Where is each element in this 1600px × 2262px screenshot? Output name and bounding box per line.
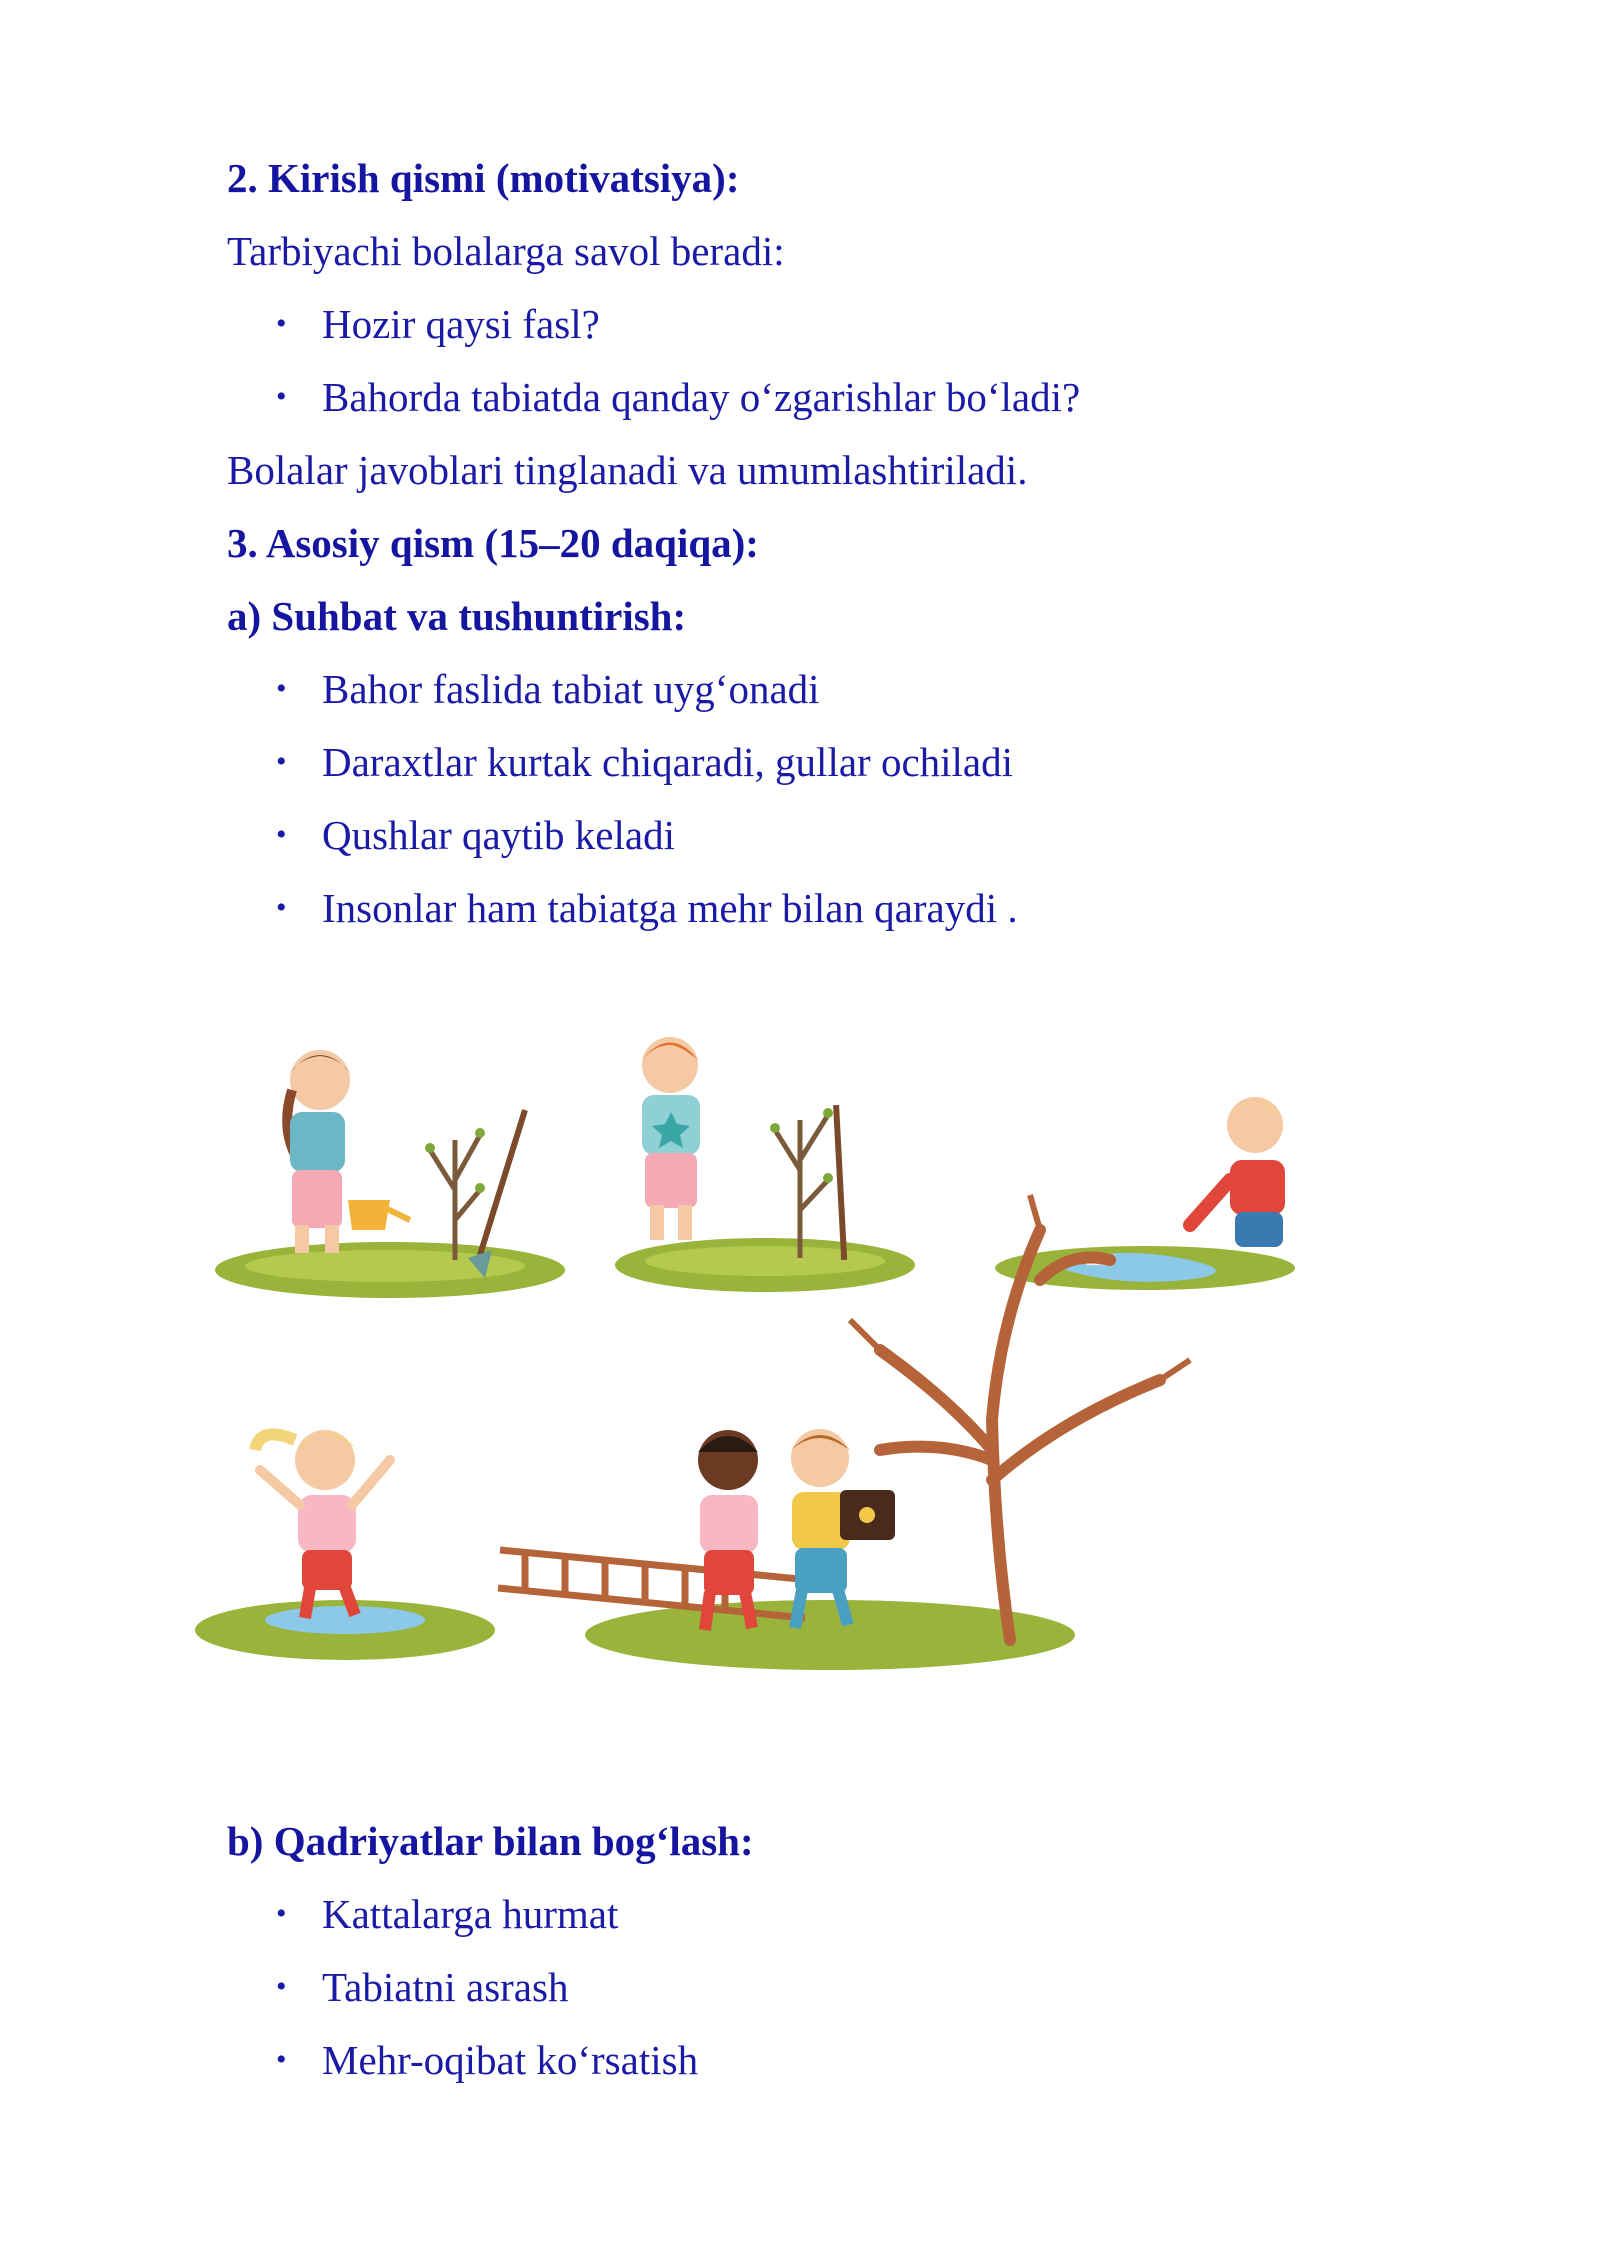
intro-heading: 2. Kirish qismi (motivatsiya): bbox=[227, 155, 740, 201]
list-item: Insonlar ham tabiatga mehr bilan qaraydi . bbox=[322, 885, 1018, 931]
intro-summary: Bolalar javoblari tinglanadi va umumlashtiriladi. bbox=[227, 447, 1028, 493]
spring-children-illustration bbox=[180, 1020, 1420, 1680]
bullet-icon: • bbox=[276, 2043, 287, 2076]
list-item: Mehr-oqibat ko‘rsatish bbox=[322, 2037, 699, 2083]
bullet-icon: • bbox=[276, 818, 287, 851]
boy-paper-boat-scene bbox=[995, 1097, 1295, 1290]
list-item: Tabiatni asrash bbox=[322, 1964, 569, 2010]
bullet-icon: • bbox=[276, 1897, 287, 1930]
main-heading: 3. Asosiy qism (15–20 daqiqa): bbox=[227, 520, 759, 566]
bullet-icon: • bbox=[276, 672, 287, 705]
bullet-icon: • bbox=[276, 307, 287, 340]
bullet-icon: • bbox=[276, 1970, 287, 2003]
question-item: Bahorda tabiatda qanday o‘zgarishlar bo‘ladi? bbox=[322, 374, 1081, 420]
boy-shovel-scene bbox=[615, 1037, 915, 1292]
list-item: Kattalarga hurmat bbox=[322, 1891, 619, 1937]
list-item: Bahor faslida tabiat uyg‘onadi bbox=[322, 666, 820, 712]
girl-puddle-scene bbox=[195, 1430, 495, 1660]
bullet-icon: • bbox=[276, 745, 287, 778]
bullet-icon: • bbox=[276, 891, 287, 924]
question-item: Hozir qaysi fasl? bbox=[322, 301, 600, 347]
girl-watering-scene bbox=[215, 1050, 565, 1298]
list-item: Daraxtlar kurtak chiqaradi, gullar ochiladi bbox=[322, 739, 1014, 785]
bullet-icon: • bbox=[276, 380, 287, 413]
sub-a-heading: a) Suhbat va tushuntirish: bbox=[227, 593, 687, 639]
list-item: Qushlar qaytib keladi bbox=[322, 812, 675, 858]
intro-lead: Tarbiyachi bolalarga savol beradi: bbox=[227, 228, 785, 274]
sub-b-heading: b) Qadriyatlar bilan bog‘lash: bbox=[227, 1818, 754, 1864]
